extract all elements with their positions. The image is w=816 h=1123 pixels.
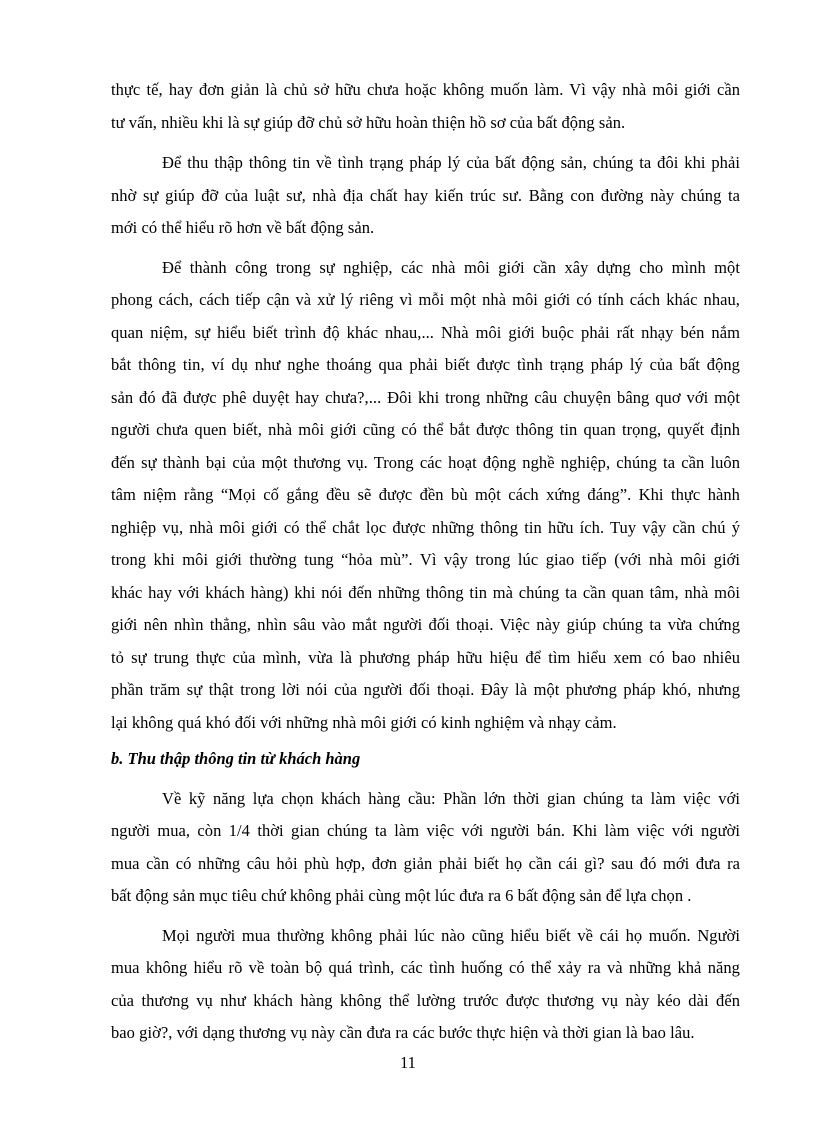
paragraph-3-line-6: người chưa quen biết, nhà môi giới cũng có thể bắt được thông tin quan trọng, quyết định [111,420,740,439]
paragraph-4-line-4: bất động sản mục tiêu chứ không phải cùng một lúc đưa ra 6 bất động sản để lựa chọn . [111,886,692,905]
paragraph-3-line-3: quan niệm, sự hiểu biết trình độ khác nhau,... Nhà môi giới buộc phải rất nhạy bén nắm [111,323,740,342]
paragraph-3-line-2: phong cách, cách tiếp cận và xử lý riêng vì mỗi một nhà môi giới có tính cách khác nhau, [111,290,740,309]
paragraph-3-line-15: lại không quá khó đối với những nhà môi giới có kinh nghiệm và nhạy cảm. [111,713,617,732]
paragraph-5-line-2: mua không hiểu rõ về toàn bộ quá trình, các tình huống có thể xảy ra và những khả năng [111,958,740,977]
paragraph-2-line-2: nhờ sự giúp đỡ của luật sư, nhà địa chất hay kiến trúc sư. Bằng con đường này chúng ta [111,186,740,205]
paragraph-3-line-10: trong khi môi giới thường tung “hỏa mù”. Vì vậy trong lúc giao tiếp (với nhà môi giới [111,550,740,569]
paragraph-4-line-2: người mua, còn 1/4 thời gian chúng ta làm việc với người bán. Khi làm việc với người [111,821,740,840]
section-heading: b. Thu thập thông tin từ khách hàng [111,749,361,768]
paragraph-5-line-4: bao giờ?, với dạng thương vụ này cần đưa ra các bước thực hiện và thời gian là bao lâu. [111,1023,695,1042]
paragraph-4-line-1: Về kỹ năng lựa chọn khách hàng cầu: Phần lớn thời gian chúng ta làm việc với [162,789,740,808]
paragraph-3-line-7: đến sự thành bại của một thương vụ. Trong các hoạt động nghề nghiệp, chúng ta cần luôn [111,453,740,472]
paragraph-3-line-8: tâm niệm rằng “Mọi cố gắng đều sẽ được đền bù một cách xứng đáng”. Khi thực hành [111,485,740,504]
paragraph-2-line-3: mới có thể hiểu rõ hơn về bất động sản. [111,218,375,237]
paragraph-3-line-13: tỏ sự trung thực của mình, vừa là phương pháp hữu hiệu để tìm hiểu xem có bao nhiêu [111,648,740,667]
paragraph-3-line-1: Để thành công trong sự nghiệp, các nhà môi giới cần xây dựng cho mình một [162,258,740,277]
paragraph-3-line-11: khác hay với khách hàng) khi nói đến những thông tin mà chúng ta cần quan tâm, nhà môi [111,583,740,602]
paragraph-1-line-1: thực tế, hay đơn giản là chủ sở hữu chưa hoặc không muốn làm. Vì vậy nhà môi giới cần [111,80,740,99]
paragraph-5-line-3: của thương vụ như khách hàng không thể lường trước được thương vụ này kéo dài đến [111,991,740,1010]
paragraph-4-line-3: mua cần có những câu hỏi phù hợp, đơn giản phải biết họ cần cái gì? sau đó mới đưa ra [111,854,740,873]
paragraph-3-line-9: nghiệp vụ, nhà môi giới có thể chắt lọc được những thông tin hữu ích. Tuy vậy cần chú ý [111,518,740,537]
page-number: 11 [400,1053,416,1072]
paragraph-1-line-2: tư vấn, nhiều khi là sự giúp đỡ chủ sở hữu hoàn thiện hồ sơ của bất động sản. [111,113,626,132]
paragraph-3-line-5: sản đó đã được phê duyệt hay chưa?,... Đôi khi trong những câu chuyện bâng quơ với một [111,388,740,407]
paragraph-2-line-1: Để thu thập thông tin về tình trạng pháp lý của bất động sản, chúng ta đôi khi phải [162,153,740,172]
paragraph-5-line-1: Mọi người mua thường không phải lúc nào cũng hiểu biết về cái họ muốn. Người [162,926,740,945]
paragraph-3-line-4: bắt thông tin, ví dụ như nghe thoáng qua phải biết được tình trạng pháp lý của bất động [111,355,740,374]
paragraph-3-line-14: phần trăm sự thật trong lời nói của người đối thoại. Đây là một phương pháp khó, nhưng [111,680,740,699]
paragraph-3-line-12: giới nên nhìn thẳng, nhìn sâu vào mắt người đối thoại. Việc này giúp chúng ta vừa chứng [111,615,740,634]
